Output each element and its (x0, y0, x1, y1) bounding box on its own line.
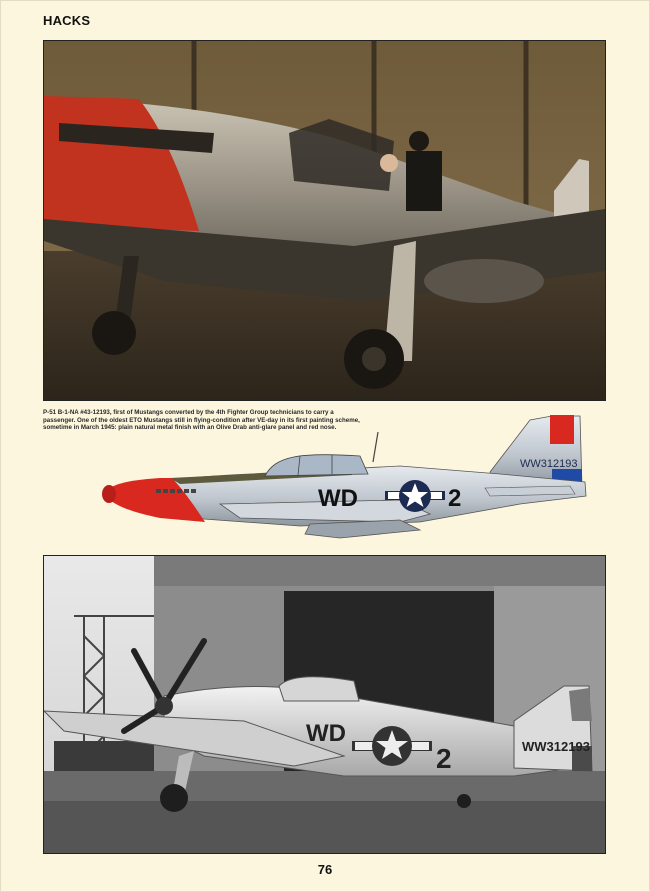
photo-serial: WW312193 (522, 739, 590, 754)
photo-code-letters: WD (306, 720, 346, 747)
aircraft-profile-illustration (100, 412, 590, 552)
photo-color-mustang-hangar (43, 40, 606, 401)
profile-code-letters: WD (318, 485, 358, 512)
photo-bw-mustang-hangar (43, 555, 606, 854)
photo-individual-number: 2 (436, 743, 452, 774)
photo-caption: P-51 B-1-NA #43-12193, first of Mustangs converted by the 4th Fighter Group technicians to carry a passenger. One of the oldest ETO Mustangs still in flying-condition after VE-day in its first painting scheme, sometime in March 1945: plain natural metal finish with an Olive Drab anti-glare panel and red nose. (43, 409, 360, 432)
page-number: 76 (317, 862, 333, 877)
profile-serial: WW312193 (520, 458, 578, 470)
profile-individual-number: 2 (448, 485, 462, 512)
running-head: HACKS (43, 13, 91, 28)
